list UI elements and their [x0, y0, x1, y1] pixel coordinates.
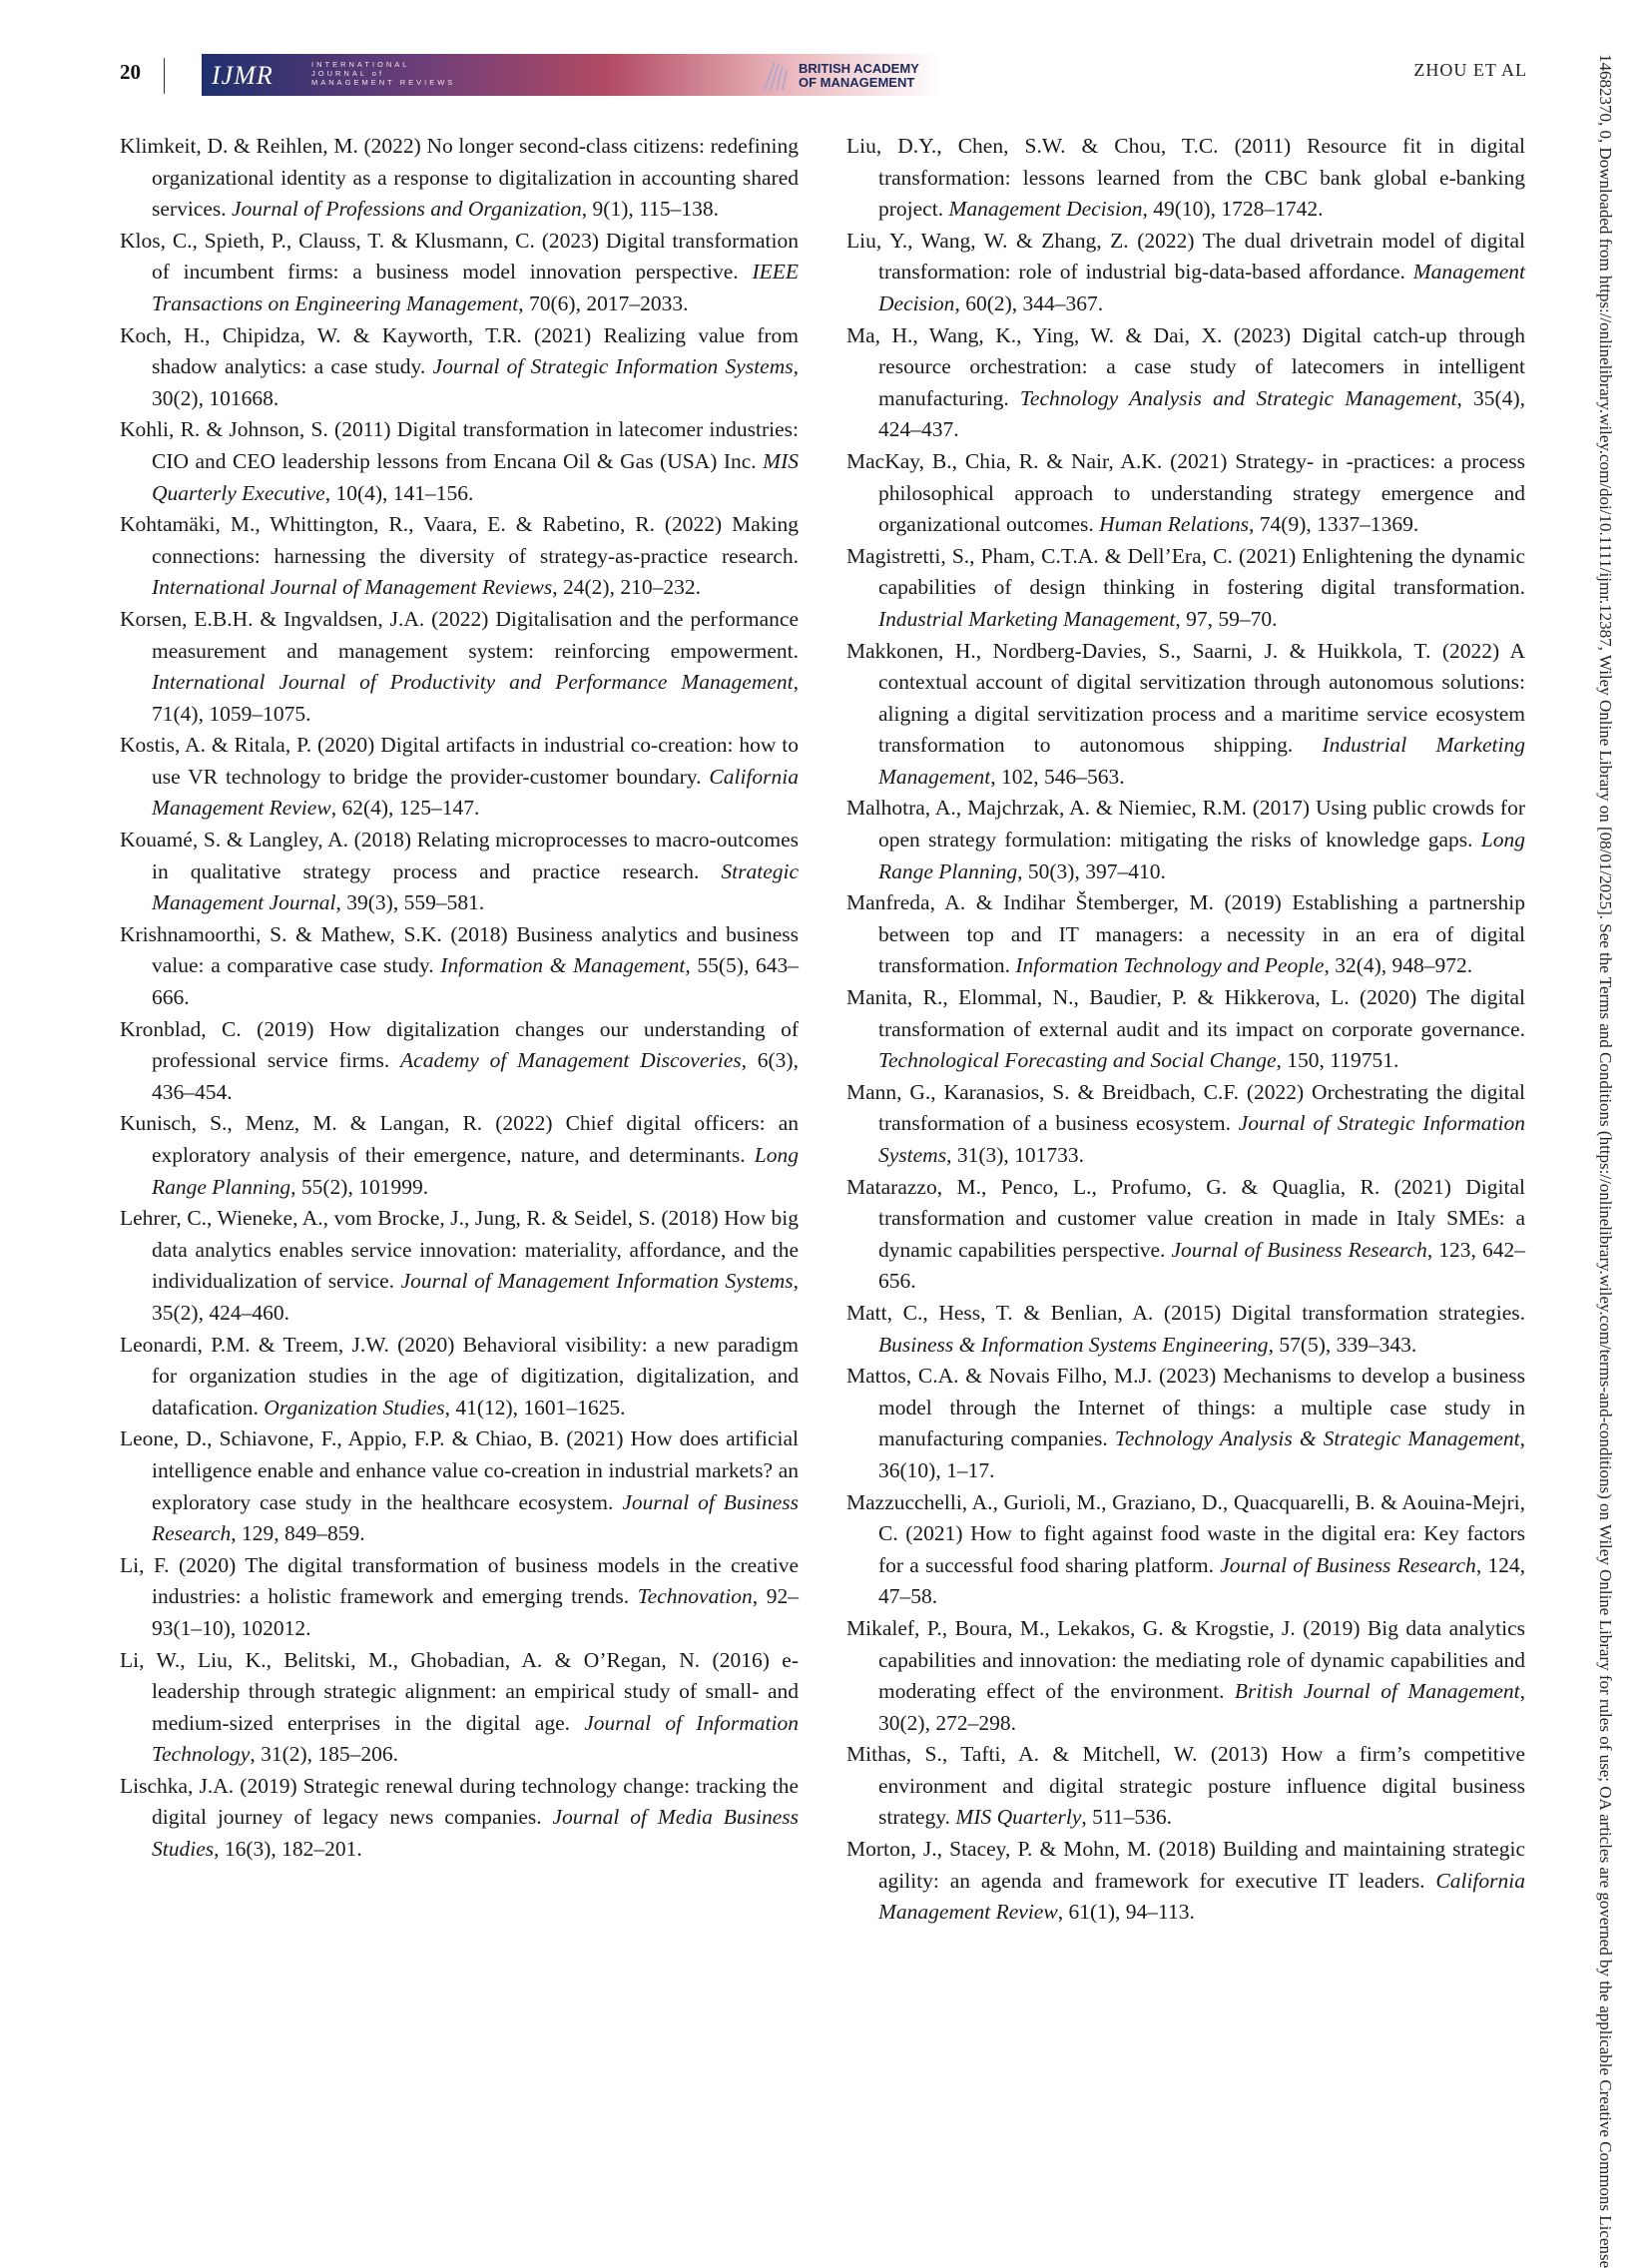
reference-text: Lehrer, C., Wieneke, A., vom Brocke, J., Jung, R. & Seidel, S. (2018) How big data analytics enables service innovation: materiality, affordance, and the individualization of service. [120, 1206, 799, 1294]
reference-volume-pages: , 41(12), 1601–1625. [444, 1395, 626, 1419]
reference-volume-pages: , 9(1), 115–138. [581, 197, 719, 222]
journal-name [311, 60, 455, 87]
reference-entry [846, 131, 1525, 226]
reference-entry [846, 1172, 1525, 1298]
reference-journal: Strategic Management Journal [152, 858, 799, 915]
reference-entry [120, 604, 799, 730]
reference-entry [120, 1645, 799, 1771]
society-logo-icon [761, 60, 793, 92]
society-name-line: BRITISH ACADEMY [799, 61, 919, 76]
reference-entry [120, 414, 799, 509]
page-number: 20 [120, 60, 141, 84]
reference-text: Kostis, A. & Ritala, P. (2020) Digital artifacts in industrial co-creation: how to use VR technology to bridge the provider-customer boundary. [120, 733, 799, 789]
reference-entry [846, 1077, 1525, 1172]
reference-journal: Technological Forecasting and Social Change [878, 1048, 1277, 1073]
reference-entry [120, 1014, 799, 1109]
reference-volume-pages: , 36(10), 1–17. [878, 1426, 1525, 1482]
reference-journal: Journal of Media Business Studies [152, 1805, 799, 1862]
reference-entry [120, 1423, 799, 1549]
reference-volume-pages: , 511–536. [1081, 1805, 1172, 1830]
reference-text: Liu, Y., Wang, W. & Zhang, Z. (2022) The dual drivetrain model of digital transformation: role of industrial big-data-based affordance. [846, 228, 1525, 284]
reference-entry [120, 509, 799, 604]
reference-entry [846, 887, 1525, 982]
reference-entry [120, 1330, 799, 1424]
reference-journal: Journal of Strategic Information Systems [878, 1111, 1526, 1167]
reference-entry [120, 131, 799, 226]
reference-text: Magistretti, S., Pham, C.T.A. & Dell’Era, C. (2021) Enlightening the dynamic capabilities of design thinking in fostering digital transformation. [846, 543, 1525, 600]
reference-journal: Technology Analysis & Strategic Management [1114, 1426, 1520, 1451]
reference-entry [120, 226, 799, 320]
reference-volume-pages: , 124, 47–58. [878, 1552, 1525, 1609]
page-header [120, 54, 1527, 98]
reference-text: Kunisch, S., Menz, M. & Langan, R. (2022) Chief digital officers: an exploratory analysis of their emergence, nature, and determinants. [120, 1111, 799, 1167]
reference-journal: International Journal of Management Reviews [152, 575, 553, 600]
reference-text: Krishnamoorthi, S. & Mathew, S.K. (2018) Business analytics and business value: a comparative case study. [120, 921, 799, 978]
reference-text: Klimkeit, D. & Reihlen, M. (2022) No longer second-class citizens: redefining organizational identity as a response to digitalization in accounting shared services. [120, 134, 799, 222]
reference-volume-pages: , 31(3), 101733. [946, 1143, 1085, 1167]
reference-text: Manfreda, A. & Indihar Štemberger, M. (2019) Establishing a partnership between top and IT managers: a necessity in an era of digital transformation. [846, 890, 1525, 978]
reference-journal: Information & Management [440, 953, 686, 978]
reference-volume-pages: , 61(1), 94–113. [1057, 1900, 1195, 1925]
reference-text: Manita, R., Elommal, N., Baudier, P. & Hikkerova, L. (2020) The digital transformation of external audit and its impact on corporate governance. [846, 985, 1525, 1041]
reference-text: Morton, J., Stacey, P. & Mohn, M. (2018) Building and maintaining strategic agility: an agenda and framework for executive IT leaders. [846, 1837, 1525, 1893]
running-head: ZHOU ET AL [1413, 60, 1527, 80]
reference-journal: Management Decision [948, 197, 1143, 222]
journal-name-line: INTERNATIONAL [311, 60, 410, 69]
reference-entry [120, 919, 799, 1014]
reference-text: Kouamé, S. & Langley, A. (2018) Relating microprocesses to macro-outcomes in qualitative strategy process and practice research. [120, 828, 799, 883]
reference-volume-pages: , 30(2), 101668. [152, 354, 799, 410]
reference-volume-pages: , 57(5), 339–343. [1268, 1332, 1417, 1357]
reference-entry [846, 320, 1525, 446]
reference-journal: Management Decision [878, 260, 1525, 315]
reference-volume-pages: , 150, 119751. [1276, 1048, 1399, 1073]
reference-volume-pages: , 55(5), 643–666. [152, 953, 799, 1010]
reference-entry [846, 446, 1525, 541]
reference-entry [846, 1298, 1525, 1361]
reference-entry [846, 1739, 1525, 1834]
reference-text: Lischka, J.A. (2019) Strategic renewal during technology change: tracking the digital journey of legacy news companies. [120, 1773, 799, 1830]
reference-volume-pages: , 31(2), 185–206. [250, 1742, 399, 1767]
reference-journal: Industrial Marketing Management [878, 733, 1525, 789]
reference-text: Malhotra, A., Majchrzak, A. & Niemiec, R.M. (2017) Using public crowds for open strategy formulation: mitigating the risks of knowledge gaps. [846, 796, 1525, 852]
reference-journal: Journal of Information Technology [152, 1710, 799, 1767]
reference-journal: International Journal of Productivity and Performance Management [152, 670, 794, 695]
reference-journal: Journal of Strategic Information Systems [432, 354, 794, 379]
reference-text: Matt, C., Hess, T. & Benlian, A. (2015) Digital transformation strategies. [846, 1300, 1525, 1325]
reference-text: Kohtamäki, M., Whittington, R., Vaara, E. & Rabetino, R. (2022) Making connections: harnessing the diversity of strategy-as-practice research. [120, 512, 799, 568]
reference-journal: California Management Review [152, 764, 799, 821]
reference-volume-pages: , 62(4), 125–147. [330, 796, 480, 821]
reference-journal: Information Technology and People [1015, 953, 1325, 978]
reference-text: Mithas, S., Tafti, A. & Mitchell, W. (2013) How a firm’s competitive environment and digital strategic posture influence digital business strategy. [846, 1742, 1525, 1830]
references-left-column [120, 131, 799, 1866]
reference-text: Koch, H., Chipidza, W. & Kayworth, T.R. (2021) Realizing value from shadow analytics: a case study. [120, 322, 799, 379]
reference-journal: Journal of Business Research [1220, 1552, 1476, 1577]
reference-text: Leonardi, P.M. & Treem, J.W. (2020) Behavioral visibility: a new paradigm for organization studies in the age of digitization, digitalization, and datafication. [120, 1332, 799, 1419]
reference-entry [120, 730, 799, 825]
reference-text: Mazzucchelli, A., Gurioli, M., Graziano, D., Quacquarelli, B. & Aouina-Mejri, C. (2021) How to fight against food waste in the digital era: Key factors for a successful food sharing platform. [846, 1489, 1525, 1577]
reference-journal: Journal of Business Research [1171, 1237, 1427, 1262]
reference-text: Kronblad, C. (2019) How digitalization changes our understanding of professional service firms. [120, 1016, 799, 1073]
reference-entry [120, 1108, 799, 1203]
reference-text: Li, W., Liu, K., Belitski, M., Ghobadian, A. & O’Regan, N. (2016) e-leadership through strategic alignment: an empirical study of small- and medium-sized enterprises in the digital age. [120, 1647, 799, 1735]
reference-journal: Technovation [637, 1584, 753, 1609]
journal-banner [202, 54, 940, 96]
reference-journal: MIS Quarterly [955, 1805, 1082, 1830]
journal-logo: IJMR [212, 61, 274, 90]
reference-journal: IEEE Transactions on Engineering Management [152, 260, 799, 315]
reference-journal: Organization Studies [264, 1395, 445, 1419]
reference-text: Mann, G., Karanasios, S. & Breidbach, C.F. (2022) Orchestrating the digital transformation of a business ecosystem. [846, 1079, 1525, 1136]
reference-volume-pages: , 74(9), 1337–1369. [1249, 512, 1419, 537]
reference-text: Ma, H., Wang, K., Ying, W. & Dai, X. (2023) Digital catch-up through resource orchestration: a case study of latecomers in intelligent manufacturing. [846, 322, 1525, 410]
reference-text: MacKay, B., Chia, R. & Nair, A.K. (2021) Strategy- in -practices: a process philosophical approach to understanding strategy emergence and organizational outcomes. [846, 448, 1525, 537]
society-name [799, 62, 919, 90]
reference-entry [120, 1771, 799, 1866]
reference-entry [846, 1834, 1525, 1929]
reference-text: Makkonen, H., Nordberg-Davies, S., Saarni, J. & Huikkola, T. (2022) A contextual account of digital servitization through autonomous solutions: aligning a digital servitization process and a maritime service ecosystem transformation to autonomous shipping. [846, 638, 1525, 758]
reference-text: Klos, C., Spieth, P., Clauss, T. & Klusmann, C. (2023) Digital transformation of incumbent firms: a business model innovation perspective. [120, 228, 799, 284]
reference-volume-pages: , 6(3), 436–454. [152, 1048, 799, 1104]
reference-entry [846, 793, 1525, 887]
reference-volume-pages: , 102, 546–563. [990, 764, 1125, 789]
reference-journal: Human Relations [1099, 512, 1250, 537]
reference-volume-pages: , 70(6), 2017–2033. [518, 290, 689, 315]
reference-volume-pages: , 60(2), 344–367. [954, 290, 1104, 315]
reference-journal: Journal of Professions and Organization [232, 197, 582, 222]
reference-journal: California Management Review [878, 1868, 1525, 1925]
reference-volume-pages: , 35(2), 424–460. [152, 1269, 799, 1325]
reference-journal: MIS Quarterly Executive [152, 448, 799, 505]
reference-entry [846, 636, 1525, 794]
reference-volume-pages: , 123, 642–656. [878, 1237, 1525, 1294]
reference-volume-pages: , 50(3), 397–410. [1017, 858, 1166, 883]
reference-entry [846, 541, 1525, 636]
reference-text: Liu, D.Y., Chen, S.W. & Chou, T.C. (2011) Resource fit in digital transformation: lessons learned from the CBC bank global e-banking project. [846, 134, 1525, 222]
reference-journal: Journal of Management Information Systems [400, 1269, 794, 1294]
reference-volume-pages: , 92–93(1–10), 102012. [152, 1584, 799, 1640]
reference-volume-pages: , 97, 59–70. [1175, 606, 1278, 631]
reference-entry [846, 1613, 1525, 1739]
reference-entry [120, 1203, 799, 1329]
reference-volume-pages: , 32(4), 948–972. [1324, 953, 1473, 978]
reference-text: Leone, D., Schiavone, F., Appio, F.P. & Chiao, B. (2021) How does artificial intelligence enable and enhance value co-creation in industrial markets? an exploratory case study in the healthcare ecosystem. [120, 1426, 799, 1514]
society-name-line: OF MANAGEMENT [799, 75, 915, 90]
reference-text: Mikalef, P., Boura, M., Lekakos, G. & Krogstie, J. (2019) Big data analytics capabilities and innovation: the mediating role of dynamic capabilities and moderating effect of the environment. [846, 1615, 1525, 1704]
reference-journal: Long Range Planning [878, 828, 1525, 883]
reference-text: Li, F. (2020) The digital transformation of business models in the creative industries: a holistic framework and emerging trends. [120, 1552, 799, 1609]
reference-journal: Industrial Marketing Management [878, 606, 1176, 631]
reference-volume-pages: , 30(2), 272–298. [878, 1679, 1525, 1735]
reference-text: Matarazzo, M., Penco, L., Profumo, G. & Quaglia, R. (2021) Digital transformation and customer value creation in made in Italy SMEs: a dynamic capabilities perspective. [846, 1174, 1525, 1262]
reference-volume-pages: , 10(4), 141–156. [324, 480, 474, 505]
reference-journal: British Journal of Management [1234, 1679, 1520, 1704]
header-divider [164, 58, 165, 94]
reference-volume-pages: , 71(4), 1059–1075. [152, 670, 799, 726]
reference-text: Korsen, E.B.H. & Ingvaldsen, J.A. (2022) Digitalisation and the performance measurement and management system: reinforcing empowerment. [120, 606, 799, 663]
reference-entry [846, 982, 1525, 1077]
reference-volume-pages: , 24(2), 210–232. [552, 575, 701, 600]
journal-name-line: MANAGEMENT REVIEWS [311, 78, 456, 87]
reference-volume-pages: , 16(3), 182–201. [214, 1837, 362, 1862]
reference-volume-pages: , 55(2), 101999. [290, 1174, 429, 1199]
references-right-column [846, 131, 1525, 1929]
reference-entry [120, 825, 799, 919]
reference-journal: Academy of Management Discoveries [400, 1048, 742, 1073]
reference-entry [846, 1361, 1525, 1486]
reference-journal: Long Range Planning [152, 1143, 799, 1199]
journal-name-line: JOURNAL of [311, 69, 385, 78]
reference-entry [846, 1487, 1525, 1613]
reference-entry [120, 1550, 799, 1645]
reference-entry [846, 226, 1525, 320]
reference-entry [120, 320, 799, 415]
reference-journal: Journal of Business Research [152, 1489, 799, 1546]
reference-volume-pages: , 49(10), 1728–1742. [1142, 197, 1324, 222]
reference-volume-pages: , 35(4), 424–437. [878, 385, 1526, 442]
reference-text: Mattos, C.A. & Novais Filho, M.J. (2023) Mechanisms to develop a business model through the Internet of things: a multiple case study in manufacturing companies. [846, 1364, 1525, 1451]
reference-volume-pages: , 129, 849–859. [231, 1521, 365, 1546]
reference-text: Kohli, R. & Johnson, S. (2011) Digital transformation in latecomer industries: CIO and CEO leadership lessons from Encana Oil & Gas (USA) Inc. [120, 417, 799, 473]
reference-journal: Technology Analysis and Strategic Management [1019, 385, 1457, 410]
download-notice: 14682370, 0, Downloaded from https://onlinelibrary.wiley.com/doi/10.1111/ijmr.12387, Wiley Online Library on [08/01/2025]. See the Terms and Conditions (https://onlinelibrary.wiley.com/terms-and-conditions) on Wiley Online Library for rules of use; OA articles are governed by the applicable Creative Commons License [1596, 54, 1615, 2268]
reference-journal: Business & Information Systems Engineering [878, 1332, 1269, 1357]
reference-volume-pages: , 39(3), 559–581. [335, 890, 485, 915]
